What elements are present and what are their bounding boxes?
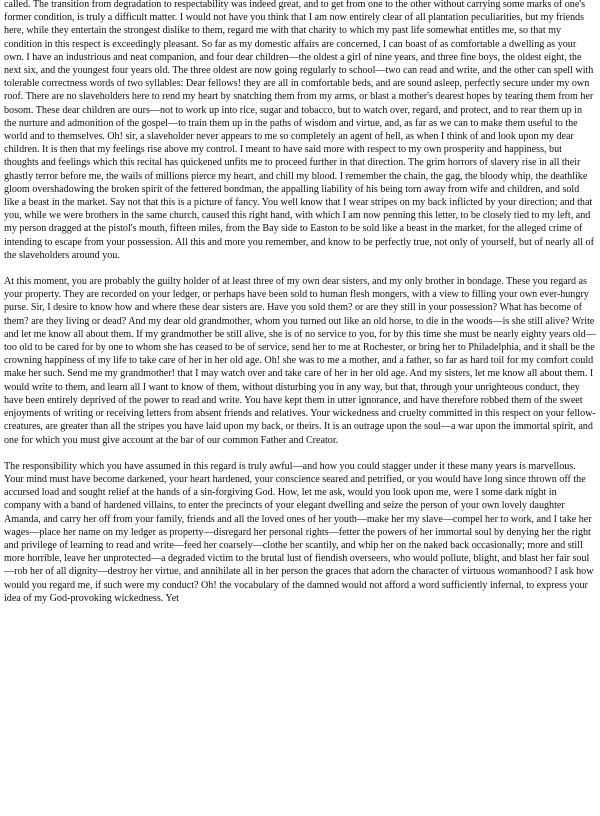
body-paragraph-1: called. The transition from degradation to respectability was indeed great, and to get from one to the other without carrying some marks of one's former condition, is truly a difficult matter. I would not have you think that I am now entirely clear of all plantation peculiarities, but my friends here, while they entertain the strongest dislike to them, regard me with that charity to which my past life somewhat entitles me, so that my condition in this respect is exceedingly pleasant. So far as my domestic affairs are concerned, I can boast of as comfortable a dwelling as your own. I have an industrious and neat companion, and four dear children—the oldest a girl of nine years, and three fine boys, the oldest eight, the next six, and the youngest four years old. The three oldest are now going regularly to school—two can read and write, and the other can spell with tolerable correctness words of two syllables: Dear fellows! they are all in comfortable beds, and are sound asleep, perfectly secure under my own roof. There are no slaveholders here to rend my heart by snatching them from my arms, or blast a mother's dearest hopes by tearing them from her bosom. These dear children are ours—not to work up into rice, sugar and tobacco, but to watch over, regard, and protect, and to rear them up in the nurture and admonition of the gospel—to train them up in the paths of wisdom and virtue, and, as far as we can to make them useful to the world and to themselves. Oh! sir, a slaveholder never appears to me so completely an agent of hell, as when I think of and look upon my dear children. It is then that my feelings rise above my control. I meant to have said more with respect to my own prosperity and happiness, but thoughts and feelings which this recital has quickened unfits me to proceed further in that direction. The grim horrors of slavery rise in all their ghastly terror before me, the wails of millions pierce my heart, and chill my blood. I remember the chain, the gag, the bloody whip, the deathlike gloom overshadowing the broken spirit of the fettered bondman, the appalling liability of his being torn away from wife and children, and sold like a beast in the market. Say not that this is a picture of fancy. You well know that I wear stripes on my back inflicted by your direction; and that you, while we were brothers in the same church, caused this right hand, with which I am now penning this letter, to be closely tied to my left, and my person dragged at the pistol's mouth, fifteen miles, from the Bay side to Easton to be sold like a beast in the market, for the alleged crime of intending to escape from your possession. All this and more you remember, and know to be perfectly true, not only of yourself, but of nearly all of the slaveholders around you. bbox=[4, 0, 594, 261]
body-paragraph-2: At this moment, you are probably the guilty holder of at least three of my own dear sisters, and my only brother in bondage. These you regard as your property. They are recorded on your ledger, or perhaps have been sold to human flesh mongers, with a view to filling your own ever-hungry purse. Sir, I desire to know how and where these dear sisters are. Have you sold them? or are they still in your possession? What has become of them? are they living or dead? And my dear old grandmother, whom you turned out like an old horse, to die in the woods—is she still alive? Write and let me know all about them. If my grandmother be still alive, she is of no service to you, for by this time she must be nearly eighty years old—too old to be cared for by one to whom she has ceased to be of service, send her to me at Rochester, or bring her to Philadelphia, and it shall be the crowning happiness of my life to take care of her in her old age. Oh! she was to me a mother, and a father, so far as hard toil for my comfort could make her such. Send me my grandmother! that I may watch over and take care of her in her old age. And my sisters, let me know all about them. I would write to them, and learn all I want to know of them, without disturbing you in any way, but that, through your unrighteous conduct, they have been entirely deprived of the power to read and write. You have kept them in utter ignorance, and have therefore robbed them of the sweet enjoyments of writing or receiving letters from absent friends and relatives. Your wickedness and cruelty committed in this respect on your fellow-creatures, are greater than all the stripes you have laid upon my back, or theirs. It is an outrage upon the soul—a war upon the immortal spirit, and one for which you must give account at the bar of our common Father and Creator. bbox=[4, 276, 596, 446]
body-paragraph-3: The responsibility which you have assumed in this regard is truly awful—and how you could stagger under it these many years is marvellous. Your mind must have become darkened, your heart hardened, your conscience seared and petrified, or you would have long since thrown off the accursed load and sought relief at the hands of a sin-forgiving God. How, let me ask, would you look upon me, were I some dark night in company with a band of hardened villains, to enter the precincts of your elegant dwelling and seize the person of your own lovely daughter Amanda, and carry her off from your family, friends and all the loved ones of her youth—make her my slave—compel her to work, and I take her wages—place her name on my ledger as property—disregard her personal rights—fetter the powers of her immortal soul by denying her the right and privilege of learning to read and write—feed her coarsely—clothe her scantily, and whip her on the naked back occasionally; more and still more horrible, leave her unprotected—a degraded victim to the brutal lust of fiendish overseers, who would pollute, blight, and blast her fair soul—rob her of all dignity—destroy her virtue, and annihilate all in her person the graces that adorn the character of virtuous womanhood? I ask how would you regard me, if such were my conduct? Oh! the vocabulary of the damned would not afford a word sufficiently infernal, to express your idea of my God-provoking wickedness. Yet bbox=[4, 460, 594, 604]
